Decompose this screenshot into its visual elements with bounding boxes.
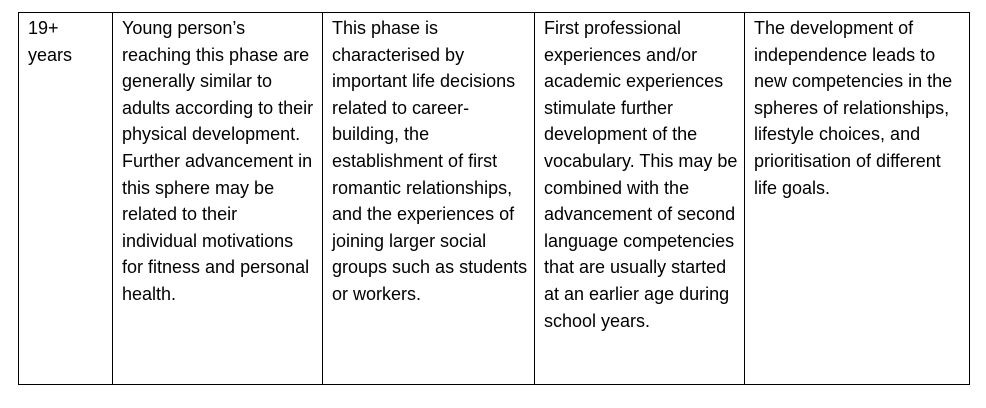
age-range-cell: 19+ years (19, 13, 113, 385)
emotional-development-cell: The development of independence leads to new competencies in the spheres of relationships, lifestyle choices, and prioritisation of different life goals. (745, 13, 970, 385)
physical-development-cell: Young person’s reaching this phase are generally similar to adults according to their physical development. Further advancement in this sphere may be related to their individual motivations for fitness and personal health. (113, 13, 323, 385)
table-row (19, 13, 970, 385)
development-table (18, 12, 970, 385)
social-development-cell: This phase is characterised by important life decisions related to career-building, the establishment of first romantic relationships, and the experiences of joining larger social groups such as students or workers. (323, 13, 535, 385)
language-development-cell: First professional experiences and/or academic experiences stimulate further development of the vocabulary. This may be combined with the advancement of second language competencies that are usually started at an earlier age during school years. (535, 13, 745, 385)
